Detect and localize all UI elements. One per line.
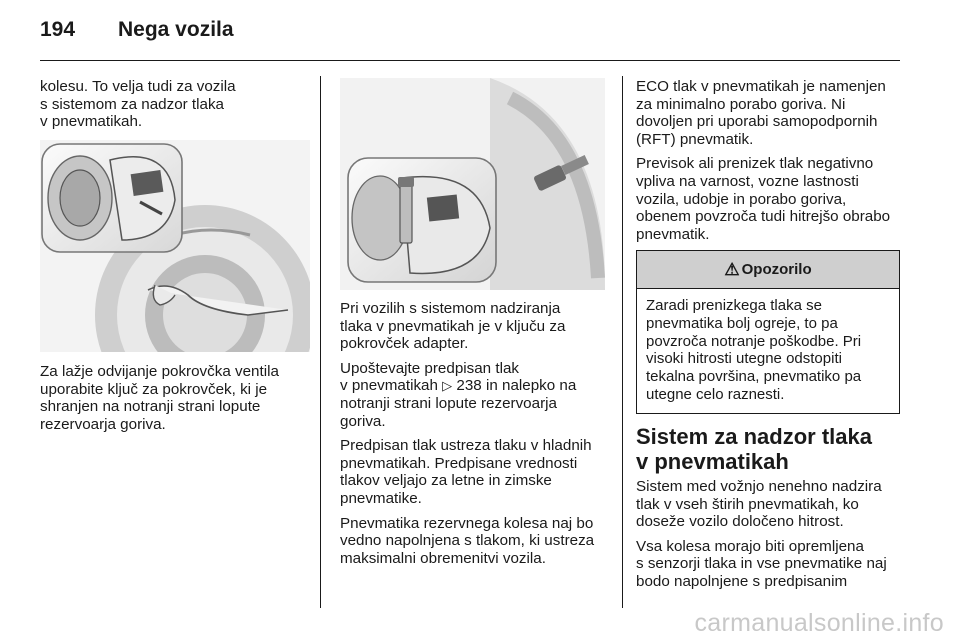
- col2-paragraph-3: Predpisan tlak ustreza tlaku v hladnih pnevmatikah. Predpisane vrednosti tlakov veljajo za letne in zimske pnevmatike.: [340, 437, 592, 507]
- col3-paragraph-3: Sistem med vožnjo nenehno nadzira tlak v vseh štirih pnevmatikah, ko doseže vozilo določeno hitrost.: [636, 478, 882, 531]
- warning-title: Opozorilo: [741, 261, 812, 278]
- page-reference-link[interactable]: 238 in nalepko na: [456, 377, 577, 395]
- page-reference-icon[interactable]: ▷: [442, 378, 453, 394]
- warning-text: Zaradi prenizkega tlaka se pnevmatika bolj ogreje, to pa povzroča notranje poškodbe. Pri visoki hitrosti utegne odstopiti tekalna površina, pnevmatiko pa utegne celo raznesti.: [646, 297, 862, 403]
- header-rule: [40, 60, 900, 61]
- column-divider-1: [320, 76, 321, 608]
- valve-adapter-illustration: [340, 78, 605, 290]
- valve-cap-key-illustration: [40, 140, 310, 352]
- col2-paragraph-1: Pri vozilih s sistemom nadziranja tlaka v pnevmatikah je v ključu za pokrovček adapter.: [340, 300, 566, 353]
- page-number: 194: [40, 18, 76, 41]
- page-title: Nega vozila: [118, 18, 234, 41]
- column-3: [636, 78, 906, 250]
- column-1: [40, 78, 310, 138]
- col3-paragraph-2: Previsok ali prenizek tlak negativno vpliva na varnost, vozne lastnosti vozila, udobje in porabo goriva, obenem povzroča tudi hitrejšo obrabo pnevmatik.: [636, 155, 891, 243]
- warning-triangle-icon: ⚠: [724, 259, 740, 279]
- col2-paragraph-4: Pnevmatika rezervnega kolesa naj bo vedno napolnjena s tlakom, ki ustreza maksimalni obremenitvi vozila.: [340, 514, 595, 567]
- col3-section-body: [636, 478, 906, 598]
- watermark: carmanualsonline.info: [694, 609, 944, 637]
- col3-paragraph-4: Vsa kolesa morajo biti opremljena s senzorji tlaka in vse pnevmatike naj bodo napolnjene s predpisanim: [636, 537, 887, 590]
- section-title: Sistem za nadzor tlaka v pnevmatikah: [636, 424, 872, 474]
- col2-paragraph-2: Upoštevajte predpisan tlak v pnevmatikah ▷ 238 in nalepko na notranji strani lopute rezervoarja goriva.: [340, 359, 577, 430]
- page-header: [40, 18, 234, 48]
- col1-caption: Za lažje odvijanje pokrovčka ventila uporabite ključ za pokrovček, ki je shranjen na notranji strani lopute rezervoarja goriva.: [40, 363, 279, 433]
- warning-header: [637, 251, 899, 289]
- column-divider-2: [622, 76, 623, 608]
- col3-paragraph-1: ECO tlak v pnevmatikah je namenjen za minimalno porabo goriva. Ni dovoljen pri uporabi samopodpornih (RFT) pnevmatik.: [636, 78, 886, 148]
- col1-intro: kolesu. To velja tudi za vozila s sistemom za nadzor tlaka v pnevmatikah.: [40, 78, 236, 131]
- column-2: [340, 300, 612, 574]
- warning-box: [636, 250, 900, 414]
